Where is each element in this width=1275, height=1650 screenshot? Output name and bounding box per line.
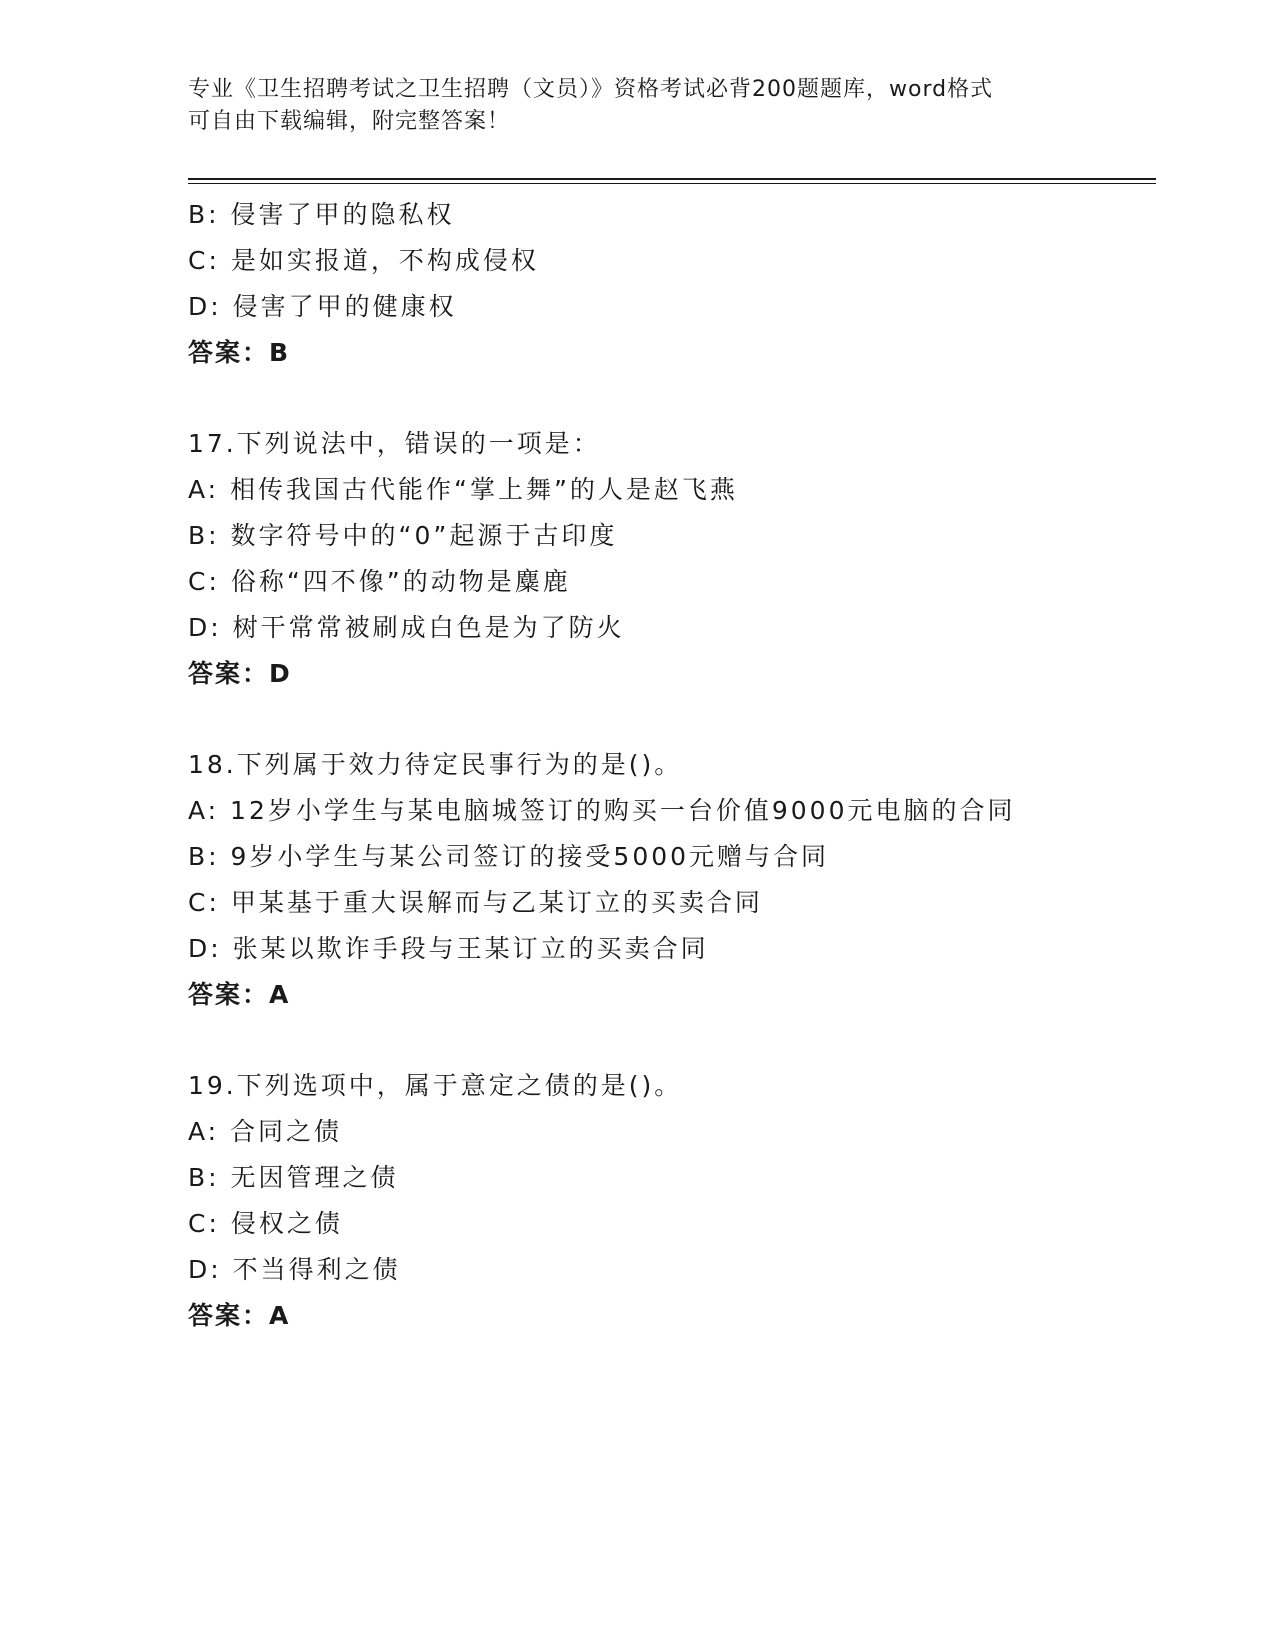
- option-b: B: 无因管理之债: [188, 1163, 399, 1192]
- spacer: [188, 376, 1156, 421]
- option-d: D: 树干常常被刷成白色是为了防火: [188, 613, 625, 642]
- option-c: C: 侵权之债: [188, 1209, 343, 1238]
- option-d: D: 不当得利之债: [188, 1255, 401, 1284]
- spacer: [188, 697, 1156, 742]
- question-stem: 19.下列选项中，属于意定之债的是()。: [188, 1071, 683, 1100]
- option-b: B: 侵害了甲的隐私权: [188, 200, 455, 229]
- header-divider-thick: [188, 178, 1156, 180]
- answer-line: 答案：A: [188, 980, 291, 1009]
- question-17: [188, 421, 1156, 697]
- option-a: A: 相传我国古代能作“掌上舞”的人是赵飞燕: [188, 475, 738, 504]
- question-stem: 18.下列属于效力待定民事行为的是()。: [188, 750, 683, 779]
- document-header: 专业《卫生招聘考试之卫生招聘（文员）》资格考试必背200题题库，word格式 可自由下载编辑，附完整答案！: [188, 77, 994, 134]
- answer-line: 答案：D: [188, 659, 292, 688]
- option-c: C: 甲某基于重大误解而与乙某订立的买卖合同: [188, 888, 763, 917]
- option-d: D: 张某以欺诈手段与王某订立的买卖合同: [188, 934, 709, 963]
- question-16-continued: [188, 192, 1156, 376]
- answer-line: 答案：B: [188, 338, 291, 367]
- option-c: C: 是如实报道，不构成侵权: [188, 246, 539, 275]
- option-a: A: 12岁小学生与某电脑城签订的购买一台价值9000元电脑的合同: [188, 796, 1016, 825]
- question-stem: 17.下列说法中，错误的一项是：: [188, 429, 601, 458]
- answer-line: 答案：A: [188, 1301, 291, 1330]
- option-c: C: 俗称“四不像”的动物是麋鹿: [188, 567, 571, 596]
- question-19: [188, 1063, 1156, 1339]
- question-18: [188, 742, 1156, 1018]
- option-d: D: 侵害了甲的健康权: [188, 292, 457, 321]
- question-content: [188, 192, 1156, 1339]
- option-b: B: 数字符号中的“0”起源于古印度: [188, 521, 618, 550]
- spacer: [188, 1018, 1156, 1063]
- header-divider-thin: [188, 183, 1156, 184]
- option-b: B: 9岁小学生与某公司签订的接受5000元赠与合同: [188, 842, 830, 871]
- option-a: A: 合同之债: [188, 1117, 343, 1146]
